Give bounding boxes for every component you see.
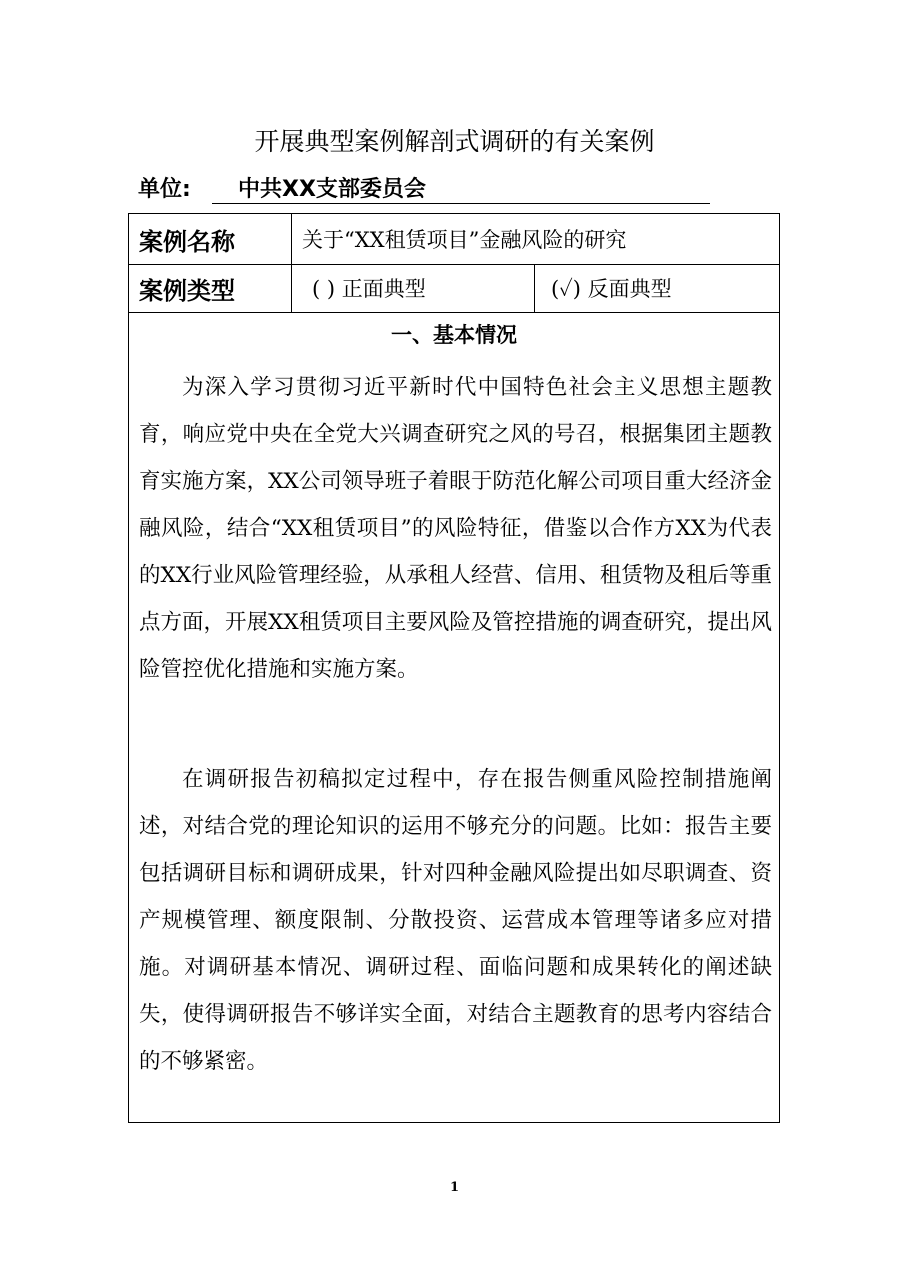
case-type-row: [129, 264, 779, 313]
basic-situation-section: [129, 312, 779, 1122]
case-type-negative-option: (✓) 反面典型: [551, 277, 672, 301]
case-form-table: [128, 213, 780, 1123]
case-name-value: 关于“XX租赁项目”金融风险的研究: [302, 228, 627, 252]
page-number: 1: [449, 1180, 460, 1195]
case-name-row: [129, 214, 779, 265]
section-heading: 一、基本情况: [391, 323, 517, 347]
case-type-label: 案例类型: [129, 264, 292, 312]
unit-label: 单位:: [138, 177, 191, 202]
case-type-positive-option: ( ) 正面典型: [292, 264, 535, 312]
document-title: 开展典型案例解剖式调研的有关案例: [254, 127, 655, 156]
paragraph: 为深入学习贯彻习近平新时代中国特色社会主义思想主题教育，响应党中央在全党大兴调查研究之风的号召，根据集团主题教育实施方案，XX公司领导班子着眼于防范化解公司项目重大经济金融风险，结合“XX租赁项目”的风险特征，借鉴以合作方XX为代表的XX行业风险管理经验，从承租人经营、信用、租赁物及租后等重点方面，开展XX租赁项目主要风险及管控措施的调查研究，提出风险管控优化措施和实施方案。: [139, 375, 772, 682]
case-name-label: 案例名称: [129, 214, 292, 264]
paragraph: 在调研报告初稿拟定过程中，存在报告侧重风险控制措施阐述，对结合党的理论知识的运用不够充分的问题。比如：报告主要包括调研目标和调研成果，针对四种金融风险提出如尽职调查、资产规模管理、额度限制、分散投资、运营成本管理等诸多应对措施。对调研基本情况、调研过程、面临问题和成果转化的阐述缺失，使得调研报告不够详实全面，对结合主题教育的思考内容结合的不够紧密。: [139, 767, 772, 1074]
unit-value: 中共XX支部委员会: [212, 172, 710, 204]
